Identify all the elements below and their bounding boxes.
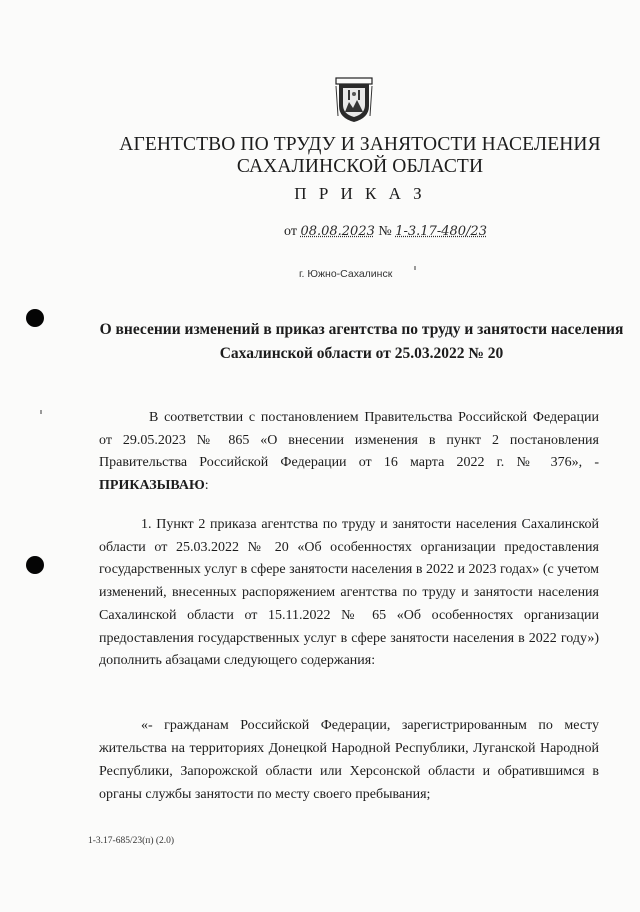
document-code: 1-3.17-685/23(п) (2.0)	[88, 836, 175, 846]
order-date-number	[284, 224, 487, 240]
order-keyword: ПРИКАЗЫВАЮ	[99, 477, 205, 493]
agency-name-line1: АГЕНТСТВО ПО ТРУДУ И ЗАНЯТОСТИ НАСЕЛЕНИЯ	[119, 134, 601, 155]
scan-speck	[40, 410, 42, 414]
date-prefix: от	[284, 224, 297, 239]
preamble-colon: :	[204, 477, 209, 493]
order-subject	[84, 318, 639, 366]
clause-1-paragraph	[99, 514, 599, 673]
subject-line2: Сахалинской области от 25.03.2022 № 20	[219, 345, 504, 362]
added-paragraph	[99, 714, 599, 806]
subject-line1: О внесении изменений в приказ агентства по труду и занятости населения	[99, 321, 624, 338]
preamble-paragraph	[99, 407, 599, 497]
order-number: 1-3.17-480/23	[395, 224, 487, 239]
scan-speck	[414, 266, 416, 270]
punch-hole	[26, 309, 44, 327]
agency-name	[70, 134, 640, 178]
agency-name-line2: САХАЛИНСКОЙ ОБЛАСТИ	[236, 156, 484, 177]
punch-hole	[26, 556, 44, 574]
number-sign: №	[378, 224, 392, 239]
city-label: г. Южно-Сахалинск	[299, 268, 393, 280]
clause-1-text: 1. Пункт 2 приказа агентства по труду и занятости населения Сахалинской области от 25.03.2022 № 20 «Об особенностях организации предоставления государственных услуг в сфере занятости населения в 2022 и 2023 годах» (с учетом изменений, внесенных распоряжением агентства по труду и занятости населения Сахалинской области от 15.11.2022 № 65 «Об особенностях организации предоставления государственных услуг в сфере занятости населения в 2022 году») дополнить абзацами следующего содержания:	[99, 517, 599, 669]
preamble-text: В соответствии с постановлением Правительства Российской Федерации от 29.05.2023 № 865 «О внесении изменения в пункт 2 постановления Правительства Российской Федерации от 16 марта 2022 г. № 376», -	[99, 410, 599, 470]
order-date: 08.08.2023	[300, 224, 375, 239]
document-type: П Р И К А З	[294, 184, 426, 203]
coat-of-arms-icon	[333, 76, 375, 124]
added-paragraph-text: «- гражданам Российской Федерации, зарегистрированным по месту жительства на территориях Донецкой Народной Республики, Луганской Народной Республики, Запорожской области или Херсонской области и обратившимся в органы службы занятости по месту своего пребывания;	[99, 718, 599, 802]
